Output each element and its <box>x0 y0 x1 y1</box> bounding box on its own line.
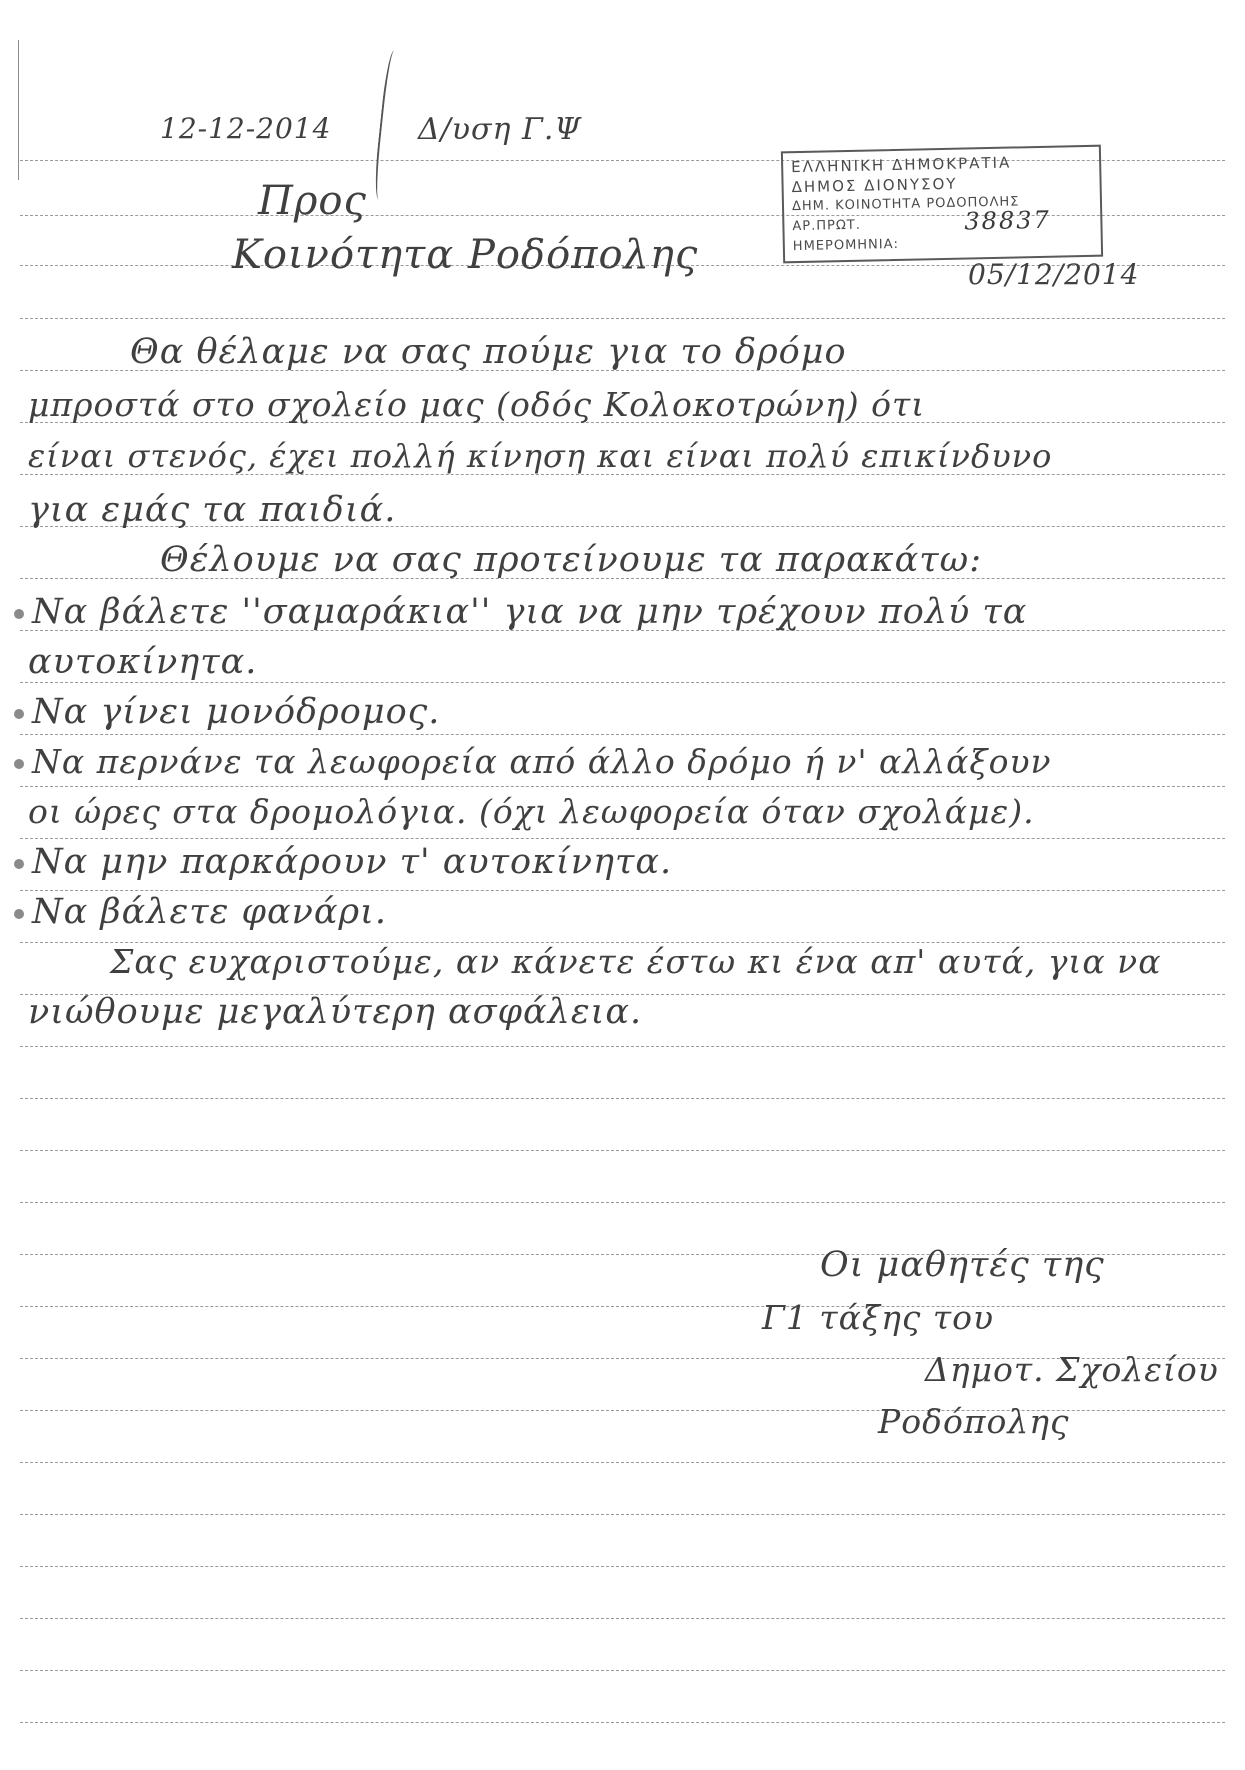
rule-line <box>20 1098 1225 1099</box>
rule-line <box>20 734 1225 735</box>
bullet-item <box>14 692 440 732</box>
rule-line <box>20 318 1225 319</box>
rule-line <box>20 838 1225 839</box>
bullet-item <box>14 592 1027 632</box>
stamp-line-community: ΔΗΜ. ΚΟΙΝΟΤΗΤΑ ΡΟΔΟΠΟΛΗΣ <box>791 194 1020 215</box>
signature-line: Οι μαθητές της <box>820 1245 1105 1285</box>
signature-line: Ροδόπολης <box>878 1402 1070 1441</box>
signature-line: Δημοτ. Σχολείου <box>925 1350 1219 1389</box>
stamp-date-value: 05/12/2014 <box>968 258 1140 291</box>
stamp-line-date-label: ΗΜΕΡΟΜΗΝΙΑ: <box>792 236 900 255</box>
header-date: 12-12-2014 <box>160 112 332 145</box>
bullet-text: Να μην παρκάρουν τ' αυτοκίνητα. <box>32 842 673 882</box>
addressee-to: Προς <box>258 178 367 224</box>
body-line: για εμάς τα παιδιά. <box>28 490 397 530</box>
bullet-icon <box>14 909 24 919</box>
bullet-item <box>14 892 387 932</box>
rule-line <box>20 1670 1225 1671</box>
rule-line <box>20 1566 1225 1567</box>
rule-line <box>20 890 1225 891</box>
rule-line <box>20 1202 1225 1203</box>
header-reference: Δ/υση Γ.Ψ <box>418 112 582 147</box>
body-line: είναι στενός, έχει πολλή κίνηση και είναι πολύ επικίνδυνο <box>28 437 1053 475</box>
handwritten-mark-icon <box>372 50 404 201</box>
left-margin-line <box>18 40 19 180</box>
bullet-icon <box>14 759 24 769</box>
registration-stamp <box>781 145 1103 264</box>
bullet-text: Να βάλετε φανάρι. <box>32 892 387 932</box>
body-line: μπροστά στο σχολείο μας (οδός Κολοκοτρώνη) ότι <box>28 385 926 424</box>
closing-line: Σας ευχαριστούμε, αν κάνετε έστω κι ένα απ' αυτά, για να <box>110 942 1162 981</box>
bullet-item <box>14 842 672 882</box>
addressee-name: Κοινότητα Ροδόπολης <box>232 232 699 278</box>
bullet-text: Να βάλετε ''σαμαράκια'' για να μην τρέχουν πολύ τα <box>32 592 1028 632</box>
stamp-line-municipality: ΔΗΜΟΣ ΔΙΟΝΥΣΟΥ <box>791 174 958 197</box>
bullet-icon <box>14 609 24 619</box>
stamp-line-republic: ΕΛΛΗΝΙΚΗ ΔΗΜΟΚΡΑΤΙΑ <box>791 153 1012 177</box>
bullet-item <box>14 742 1052 781</box>
rule-line <box>20 1618 1225 1619</box>
bullet-continuation: αυτοκίνητα. <box>28 642 258 682</box>
rule-line <box>20 682 1225 683</box>
stamp-protocol-number: 38837 <box>964 205 1052 236</box>
bullet-icon <box>14 859 24 869</box>
rule-line <box>20 1514 1225 1515</box>
rule-line <box>20 786 1225 787</box>
body-line: Θέλουμε να σας προτείνουμε τα παρακάτω: <box>160 540 983 580</box>
rule-line <box>20 1046 1225 1047</box>
bullet-icon <box>14 709 24 719</box>
rule-line <box>20 1150 1225 1151</box>
closing-line: νιώθουμε μεγαλύτερη ασφάλεια. <box>28 992 643 1032</box>
bullet-text: Να περνάνε τα λεωφορεία από άλλο δρόμο ή ν' αλλάξουν <box>32 742 1052 781</box>
stamp-line-protocol-label: ΑΡ.ΠΡΩΤ. <box>792 217 862 235</box>
rule-line <box>20 1462 1225 1463</box>
bullet-continuation: οι ώρες στα δρομολόγια. (όχι λεωφορεία όταν σχολάμε). <box>28 792 1035 831</box>
signature-line: Γ1 τάξης του <box>762 1298 995 1337</box>
bullet-text: Να γίνει μονόδρομος. <box>32 692 441 732</box>
rule-line <box>20 1306 1225 1307</box>
body-line: Θα θέλαμε να σας πούμε για το δρόμο <box>130 332 847 372</box>
rule-line <box>20 1722 1225 1723</box>
